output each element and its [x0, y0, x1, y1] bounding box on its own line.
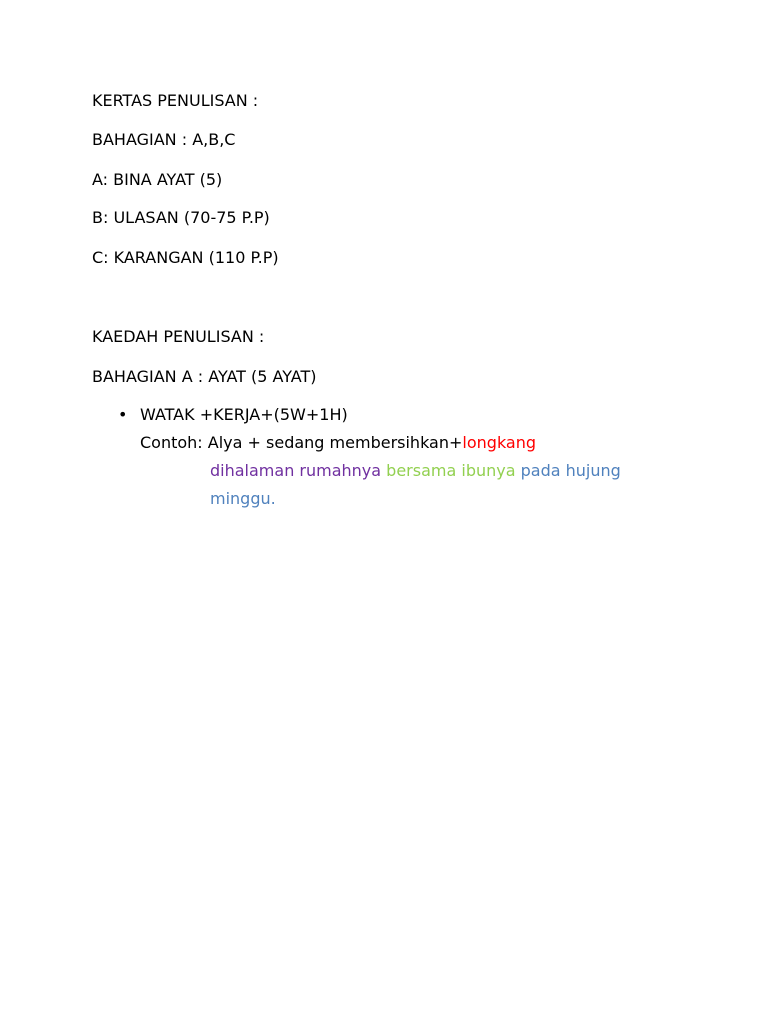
example-purple-phrase: dihalaman rumahnya	[210, 461, 382, 480]
example-prefix: Contoh: Alya + sedang membersihkan+	[140, 433, 463, 452]
heading-kaedah-penulisan: KAEDAH PENULISAN :	[92, 327, 265, 346]
line-section-a: A: BINA AYAT (5)	[92, 170, 223, 189]
example-line-2	[210, 461, 621, 481]
example-blue-end: minggu.	[210, 489, 276, 508]
bullet-dot-icon: •	[118, 405, 128, 424]
line-bahagian-a-ayat: BAHAGIAN A : AYAT (5 AYAT)	[92, 367, 317, 386]
example-red-word: longkang	[462, 433, 537, 452]
example-line-1	[140, 433, 536, 453]
example-green-phrase: bersama ibunya	[386, 461, 516, 480]
line-section-c: C: KARANGAN (110 P.P)	[92, 248, 279, 267]
example-line-3	[210, 489, 276, 509]
line-section-b: B: ULASAN (70-75 P.P)	[92, 208, 270, 227]
bullet-formula: WATAK +KERJA+(5W+1H)	[140, 405, 348, 424]
line-bahagian: BAHAGIAN : A,B,C	[92, 130, 236, 149]
heading-kertas-penulisan: KERTAS PENULISAN :	[92, 91, 259, 110]
example-blue-phrase: pada hujung	[520, 461, 621, 480]
